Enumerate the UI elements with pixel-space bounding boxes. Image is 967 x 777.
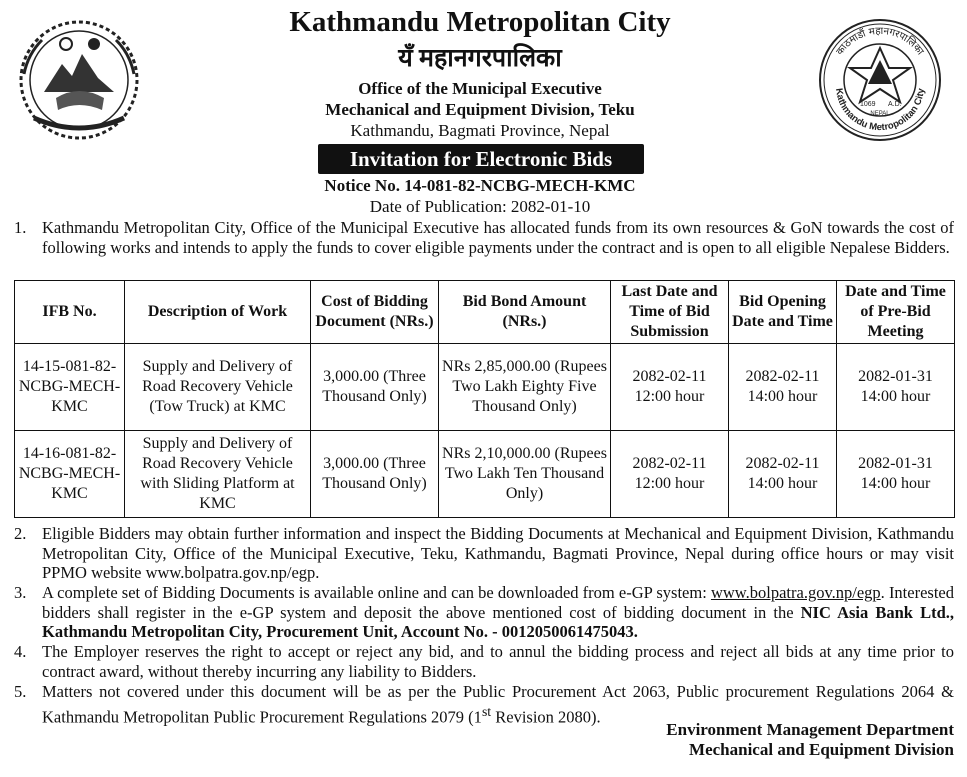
paragraph-2 — [14, 524, 954, 583]
paragraph-number: 2. — [14, 524, 27, 543]
paragraph-text: The Employer reserves the right to accept or reject any bid, and to annul the bidding process and reject all bids at any time prior to contract award, without thereby incurring any liability to Bidders. — [42, 642, 954, 681]
paragraph-number: 1. — [14, 218, 27, 237]
nepal-coat-of-arms-emblem — [14, 14, 144, 142]
svg-text:काठमाडौं महानगरपालिका — [834, 26, 925, 58]
superscript: st — [481, 703, 492, 719]
col-cost: Cost of Bidding Document (NRs.) — [311, 281, 439, 344]
table-cell: 14-16-081-82-NCBG-MECH-KMC — [15, 431, 125, 518]
seal-year: 1069 — [860, 101, 876, 108]
table-cell: 2082-02-11 12:00 hour — [611, 431, 729, 518]
table-cell: NRs 2,85,000.00 (Rupees Two Lakh Eighty Five Thousand Only) — [439, 344, 611, 431]
table-row — [15, 344, 955, 431]
seal-text-bottom: Kathmandu Metropolitan City — [832, 87, 927, 134]
seal-era: A.D. — [888, 101, 902, 108]
bank-account-text: NIC Asia Bank Ltd., Kathmandu Metropolitan City, Procurement Unit, Account No. - 0012050061475043. — [42, 602, 954, 641]
kmc-seal-emblem — [812, 16, 948, 144]
col-bid-bond: Bid Bond Amount (NRs.) — [439, 281, 611, 344]
table-cell: 2082-02-11 14:00 hour — [729, 431, 837, 518]
table-cell: 3,000.00 (Three Thousand Only) — [311, 344, 439, 431]
office-address: Kathmandu, Bagmati Province, Nepal — [350, 121, 610, 140]
table-cell: NRs 2,10,000.00 (Rupees Two Lakh Ten Thousand Only) — [439, 431, 611, 518]
bids-table — [14, 280, 955, 518]
division-name: Mechanical and Equipment Division, Teku — [325, 100, 635, 119]
table-cell: 2082-01-31 14:00 hour — [837, 344, 955, 431]
paragraph-text: Eligible Bidders may obtain further information and inspect the Bidding Documents at Mechanical and Equipment Division, Kathmandu Metropolitan City, Office of the Municipal Executive, Teku, Kathmandu, Bagmati Province, Nepal during office hours or may visit PPMO website www.bolpatra.gov.np/egp. — [42, 524, 954, 582]
closing-division: Mechanical and Equipment Division — [689, 740, 954, 759]
paragraph-text-part: Revision 2080). — [491, 707, 601, 726]
paragraph-text — [42, 583, 954, 642]
paragraph-number: 4. — [14, 642, 27, 661]
paragraph-1 — [14, 218, 954, 257]
paragraph-text-part: Matters not covered under this document will be as per the Public Procurement Act 2063, Public procurement Regulations 2064 & Kathmandu Metropolitan Public Procurement Regulations 2079 (1 — [42, 682, 954, 726]
paragraph-number: 3. — [14, 583, 27, 602]
closing-department: Environment Management Department — [666, 720, 954, 739]
seal-country: NEPAL — [870, 111, 890, 117]
paragraph-text: Kathmandu Metropolitan City, Office of the Municipal Executive has allocated funds from its own resources & GoN towards the cost of following works and intends to apply the funds to cover eligible payments under the contract and is open to all eligible Nepalese Bidders. — [42, 218, 954, 257]
page-title: Kathmandu Metropolitan City — [289, 6, 671, 38]
table-cell: 2082-01-31 14:00 hour — [837, 431, 955, 518]
table-cell: 14-15-081-82-NCBG-MECH-KMC — [15, 344, 125, 431]
seal-text-top: काठमाडौं महानगरपालिका — [834, 25, 926, 58]
table-cell: 2082-02-11 14:00 hour — [729, 344, 837, 431]
col-opening-date: Bid Opening Date and Time — [729, 281, 837, 344]
col-prebid-date: Date and Time of Pre-Bid Meeting — [837, 281, 955, 344]
page-title-nepali: यँ महानगरपालिका — [398, 45, 562, 72]
paragraph-3 — [14, 583, 954, 642]
col-ifb-no: IFB No. — [15, 281, 125, 344]
notice-number: Notice No. 14-081-82-NCBG-MECH-KMC — [324, 176, 636, 195]
paragraph-4 — [14, 642, 954, 681]
publication-date: Date of Publication: 2082-01-10 — [369, 197, 591, 216]
paragraph-text-part: A complete set of Bidding Documents is available online and can be downloaded from e-GP system: — [42, 583, 711, 602]
col-last-date: Last Date and Time of Bid Submission — [611, 281, 729, 344]
table-cell: 3,000.00 (Three Thousand Only) — [311, 431, 439, 518]
paragraph-text-part: . Interested bidders shall register in the e-GP system and deposit the above mentioned cost of bidding document in the — [42, 583, 954, 622]
col-description: Description of Work — [125, 281, 311, 344]
paragraph-number: 5. — [14, 682, 27, 701]
invitation-banner: Invitation for Electronic Bids — [318, 144, 644, 174]
table-cell: 2082-02-11 12:00 hour — [611, 344, 729, 431]
table-cell: Supply and Delivery of Road Recovery Vehicle (Tow Truck) at KMC — [125, 344, 311, 431]
office-name: Office of the Municipal Executive — [358, 79, 602, 98]
table-row — [15, 431, 955, 518]
egp-link[interactable]: www.bolpatra.gov.np/egp — [710, 583, 881, 602]
table-cell: Supply and Delivery of Road Recovery Vehicle with Sliding Platform at KMC — [125, 431, 311, 518]
table-header-row — [15, 281, 955, 344]
